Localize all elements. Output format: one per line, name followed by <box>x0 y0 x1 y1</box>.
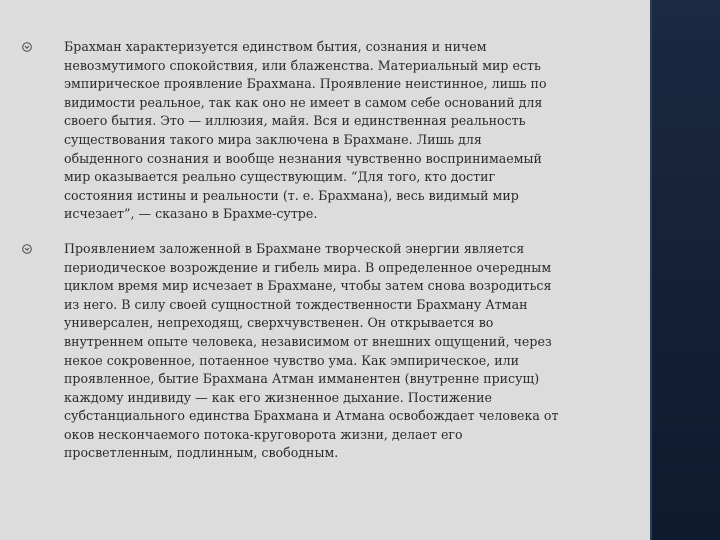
bullet-item-1 <box>22 38 632 224</box>
text-line: обыденного сознания и вообще незнания чувственно воспринимаемый <box>64 150 542 166</box>
text-line: Проявлением заложенной в Брахмане творческой энергии является <box>64 240 525 256</box>
text-line: некое сокровенное, потаенное чувство ума. Как эмпирическое, или <box>64 352 520 368</box>
text-line: своего бытия. Это — иллюзия, майя. Вся и единственная реальность <box>64 113 526 129</box>
text-line: просветленным, подлинным, свободным. <box>64 445 339 461</box>
text-line: невозмутимого спокойствия, или блаженства. Материальный мир есть <box>64 57 541 73</box>
text-line: внутреннем опыте человека, независимом от внешних ощущений, через <box>64 333 552 349</box>
text-line: субстанциального единства Брахмана и Атмана освобождает человека от <box>64 408 559 424</box>
text-line: существования такого мира заключена в Брахмане. Лишь для <box>64 131 482 147</box>
bullet-item-2 <box>22 240 632 463</box>
text-line: Брахман характеризуется единством бытия, сознания и ничем <box>64 39 487 54</box>
circle-chevron-icon <box>22 244 32 254</box>
text-line: видимости реальное, так как оно не имеет в самом себе оснований для <box>64 94 543 110</box>
text-line: универсален, непреходящ, сверхчувственен. Он открывается во <box>64 315 494 331</box>
decorative-side-panel <box>650 0 720 540</box>
side-panel-divider <box>650 0 652 540</box>
text-line: из него. В силу своей сущностной тождественности Брахману Атман <box>64 296 528 312</box>
text-line: исчезает”, — сказано в Брахме-сутре. <box>64 206 318 222</box>
text-line: эмпирическое проявление Брахмана. Проявление неистинное, лишь по <box>64 76 547 92</box>
text-line: каждому индивиду — как его жизненное дыхание. Постижение <box>64 389 492 405</box>
circle-chevron-icon <box>22 42 32 52</box>
text-line: периодическое возрождение и гибель мира. В определенное очередным <box>64 259 552 275</box>
bullet-text-2 <box>64 240 632 463</box>
text-line: циклом время мир исчезает в Брахмане, чтобы затем снова возродиться <box>64 278 552 294</box>
text-line: мир оказывается реально существующим. “Для того, кто достиг <box>64 169 496 185</box>
text-line: состояния истины и реальности (т. е. Брахмана), весь видимый мир <box>64 187 519 203</box>
bullet-text-1 <box>64 38 632 224</box>
text-line: оков нескончаемого потока-круговорота жизни, делает его <box>64 426 463 442</box>
bullet-list <box>22 38 632 479</box>
text-line: проявленное, бытие Брахмана Атман имманентен (внутренне присущ) <box>64 371 540 387</box>
